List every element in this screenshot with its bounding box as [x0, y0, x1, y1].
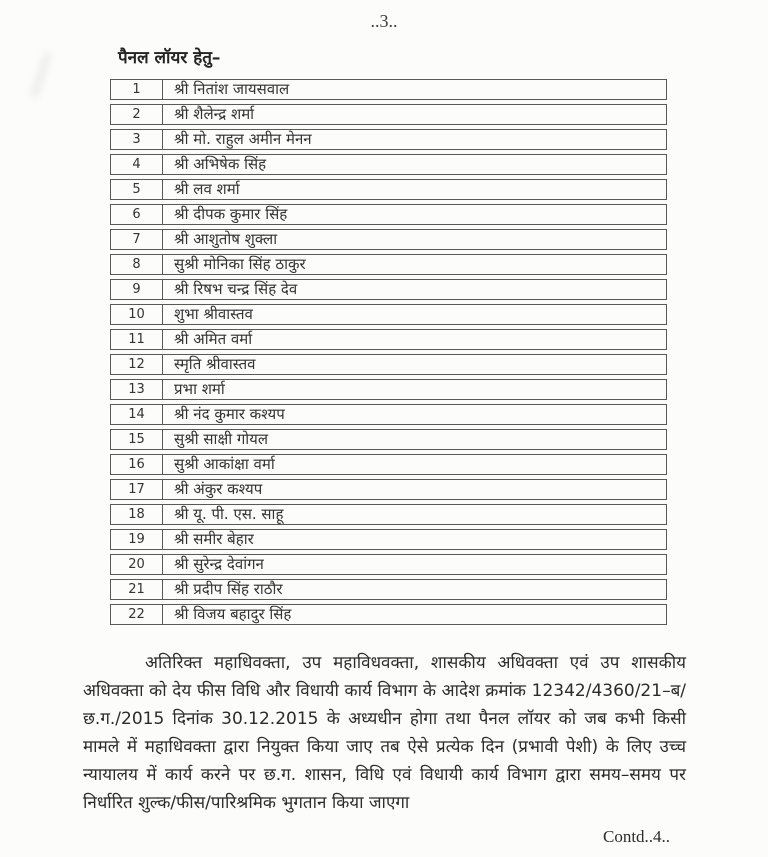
- lawyer-name: सुश्री आकांक्षा वर्मा: [174, 455, 275, 473]
- lawyer-name: श्री रिषभ चन्द्र सिंह देव: [174, 280, 298, 298]
- page-number: ..3..: [370, 11, 398, 31]
- table-row: [110, 104, 667, 125]
- table-row: [110, 204, 667, 225]
- row-number: 11: [111, 330, 163, 349]
- row-number: 8: [111, 255, 163, 274]
- row-number: 7: [111, 230, 163, 249]
- row-number: 17: [111, 480, 163, 499]
- table-row: [110, 79, 667, 100]
- table-row: [110, 454, 667, 475]
- lawyer-name: श्री अभिषेक सिंह: [174, 155, 267, 173]
- lawyer-name: श्री अंकुर कश्यप: [174, 480, 263, 498]
- continuation-note: Contd..4..: [603, 827, 671, 846]
- table-row: [110, 279, 667, 300]
- lawyer-name: श्री प्रदीप सिंह राठौर: [174, 580, 283, 598]
- lawyer-name: श्री मो. राहुल अमीन मेनन: [174, 130, 312, 148]
- table-row: [110, 579, 667, 600]
- lawyer-name: श्री अमित वर्मा: [174, 330, 253, 348]
- row-number: 4: [111, 155, 163, 174]
- fees-order-paragraph: अतिरिक्त महाधिवक्ता, उप महाविधवक्ता, शासकीय अधिवक्ता एवं उप शासकीय अधिवक्ता को देय फीस विधि और विधायी कार्य विभाग के आदेश क्रमांक 12342/4360/21–ब/छ.ग./2015 दिनांक 30.12.2015 के अध्यधीन होगा तथा पैनल लॉयर को जब कभी किसी मामले में महाधिवक्ता द्वारा नियुक्त किया जाए तब ऐसे प्रत्येक दिन (प्रभावी पेशी) के लिए उच्च न्यायालय में कार्य करने पर छ.ग. शासन, विधि एवं विधायी कार्य विभाग द्वारा समय–समय पर निर्धारित शुल्क/फीस/पारिश्रमिक भुगतान किया जाएगा: [83, 653, 686, 813]
- lawyer-name: श्री शैलेन्द्र शर्मा: [174, 105, 255, 123]
- row-number: 5: [111, 180, 163, 199]
- lawyer-name: श्री दीपक कुमार सिंह: [174, 205, 288, 223]
- row-number: 20: [111, 555, 163, 574]
- table-row: [110, 604, 667, 625]
- row-number: 12: [111, 355, 163, 374]
- table-row: [110, 229, 667, 250]
- lawyer-name: सुश्री साक्षी गोयल: [174, 430, 269, 448]
- lawyer-name: स्मृति श्रीवास्तव: [174, 355, 256, 373]
- lawyer-name: श्री नंद कुमार कश्यप: [174, 405, 285, 423]
- scan-smudge-artifact: [31, 52, 51, 98]
- lawyer-name: श्री विजय बहादुर सिंह: [174, 605, 292, 623]
- row-number: 1: [111, 80, 163, 99]
- row-number: 6: [111, 205, 163, 224]
- row-number: 9: [111, 280, 163, 299]
- table-row: [110, 529, 667, 550]
- row-number: 22: [111, 605, 163, 624]
- table-row: [110, 329, 667, 350]
- row-number: 18: [111, 505, 163, 524]
- lawyer-name: श्री लव शर्मा: [174, 180, 240, 198]
- row-number: 3: [111, 130, 163, 149]
- row-number: 14: [111, 405, 163, 424]
- table-row: [110, 554, 667, 575]
- row-number: 2: [111, 105, 163, 124]
- table-row: [110, 429, 667, 450]
- table-row: [110, 254, 667, 275]
- table-row: [110, 379, 667, 400]
- lawyer-name: श्री यू. पी. एस. साहू: [174, 505, 284, 523]
- row-number: 15: [111, 430, 163, 449]
- table-row: [110, 179, 667, 200]
- row-number: 21: [111, 580, 163, 599]
- lawyer-name: श्री नितांश जायसवाल: [174, 80, 290, 98]
- lawyer-name: श्री आशुतोष शुक्ला: [174, 230, 278, 248]
- panel-lawyer-heading: पैनल लॉयर हेतु–: [118, 48, 221, 68]
- table-row: [110, 154, 667, 175]
- panel-lawyer-table: [110, 79, 667, 629]
- table-row: [110, 504, 667, 525]
- table-row: [110, 479, 667, 500]
- row-number: 16: [111, 455, 163, 474]
- lawyer-name: श्री समीर बेहार: [174, 530, 254, 548]
- table-row: [110, 404, 667, 425]
- row-number: 10: [111, 305, 163, 324]
- lawyer-name: सुश्री मोनिका सिंह ठाकुर: [174, 255, 306, 273]
- row-number: 13: [111, 380, 163, 399]
- lawyer-name: श्री सुरेन्द्र देवांगन: [174, 555, 264, 573]
- lawyer-name: शुभा श्रीवास्तव: [174, 305, 253, 323]
- table-row: [110, 304, 667, 325]
- lawyer-name: प्रभा शर्मा: [174, 380, 225, 398]
- table-row: [110, 129, 667, 150]
- row-number: 19: [111, 530, 163, 549]
- table-row: [110, 354, 667, 375]
